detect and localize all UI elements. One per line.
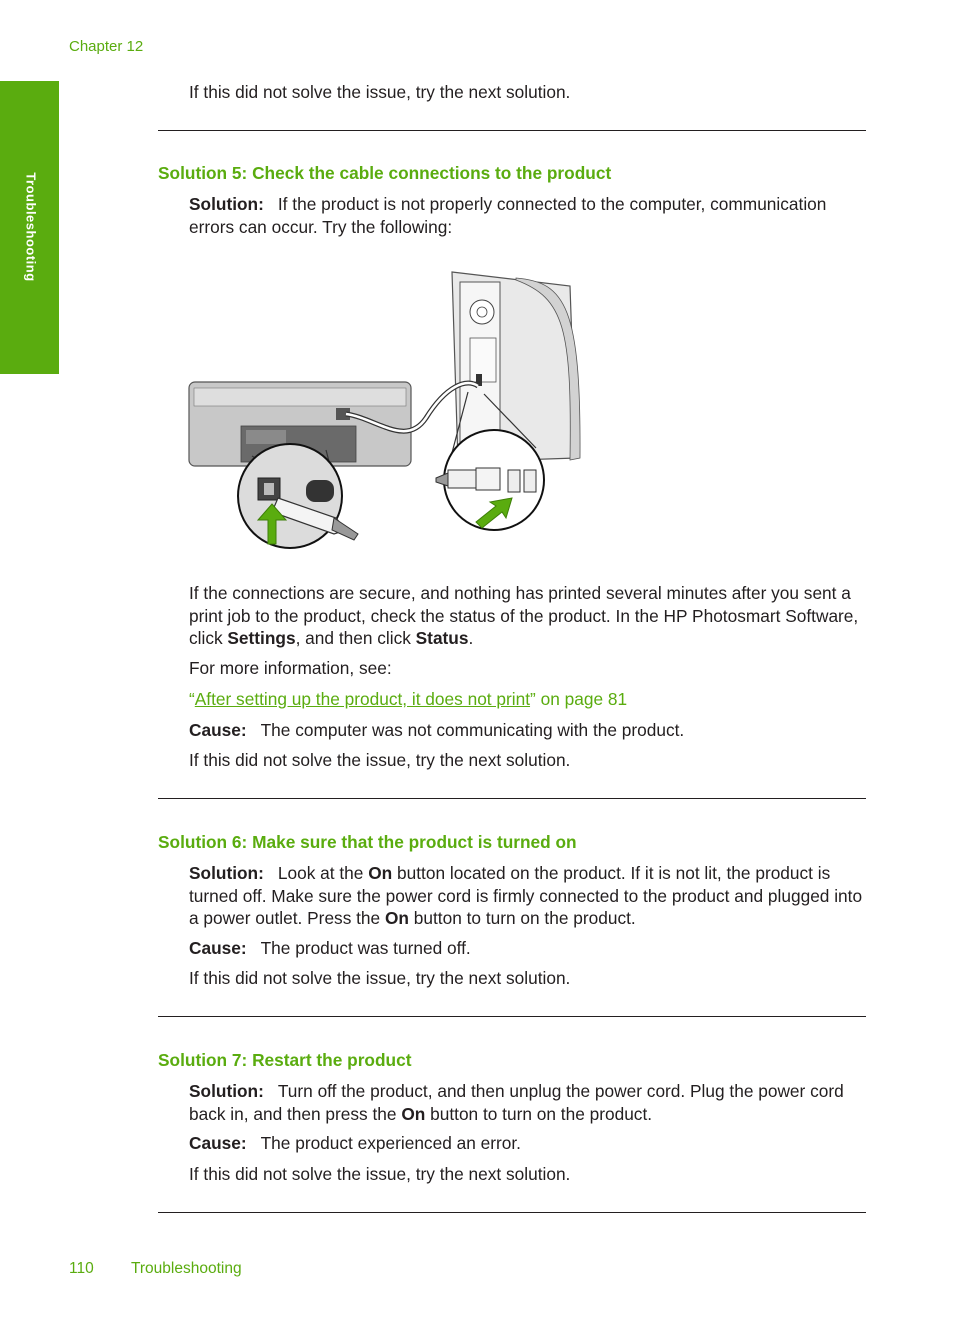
after-setup-does-not-print-link[interactable]: After setting up the product, it does not print [194,689,531,709]
cross-reference [189,688,869,711]
solution7-body [189,1080,869,1125]
paragraph-text: . [468,628,474,648]
cause-label: Cause: [189,938,247,958]
solution6-text: button located on the product. If it is not lit, the product is turned off. Make sure the power cord is firmly connected to the product and plugged into a power outlet. Press the [189,863,863,928]
divider [158,1016,866,1017]
solution5-text: If the product is not properly connected to the computer, communication errors can occur. Try the following: [189,194,827,237]
settings-term: Settings [227,628,296,648]
page-reference: ” on page 81 [530,689,628,709]
solution6-heading: Solution 6: Make sure that the product is turned on [158,832,577,852]
divider [158,130,866,131]
solution7-text: button to turn on the product. [425,1103,653,1124]
try-next-text: If this did not solve the issue, try the next solution. [189,750,571,770]
chapter-label: Chapter 12 [69,38,144,55]
printer-computer-usb-diagram [186,268,586,550]
solution6-text: Look at the [277,863,369,883]
try-next-text: If this did not solve the issue, try the next solution. [189,82,571,102]
cause-text: The product experienced an error. [260,1133,521,1153]
cable-connection-illustration [186,268,586,550]
solution-label: Solution: [189,194,264,214]
paragraph-text: , and then click [295,628,416,648]
status-term: Status [415,628,469,648]
solution6-text: button to turn on the product. [408,908,636,928]
on-button-term: On [401,1103,426,1124]
page-number: 110 [69,1260,94,1277]
divider [158,1212,866,1213]
cause-label: Cause: [189,720,247,740]
on-button-term: On [368,863,393,883]
quote-mark: “ [189,689,195,709]
solution-label: Solution: [189,1081,264,1101]
footer-section: Troubleshooting [131,1260,242,1277]
divider [158,798,866,799]
cause-label: Cause: [189,1133,247,1153]
solution5-cause [189,719,869,742]
solution6-body [189,862,869,930]
solution-label: Solution: [189,863,264,883]
cause-text: The product was turned off. [260,938,471,958]
paragraph-text: If the connections are secure, and nothing has printed several minutes after you sent a print job to the product, check the status of the product. In the HP Photosmart Software, click [189,583,859,648]
solution5-heading: Solution 5: Check the cable connections to the product [158,163,612,183]
side-tab-label: Troubleshooting [23,172,39,282]
solution6-cause [189,937,869,960]
side-section-tab [0,81,59,374]
more-info-text: For more information, see: [189,658,392,678]
solution5-body [189,193,869,238]
solution7-cause [189,1132,869,1155]
connections-secure-paragraph [189,582,869,650]
cause-text: The computer was not communicating with the product. [260,720,685,740]
try-next-text: If this did not solve the issue, try the next solution. [189,1164,571,1184]
solution7-heading: Solution 7: Restart the product [158,1050,412,1070]
try-next-text: If this did not solve the issue, try the next solution. [189,968,571,988]
on-button-term: On [384,908,409,928]
solution7-text: Turn off the product, and then unplug the power cord. Plug the power cord back in, and then press the [189,1081,844,1124]
